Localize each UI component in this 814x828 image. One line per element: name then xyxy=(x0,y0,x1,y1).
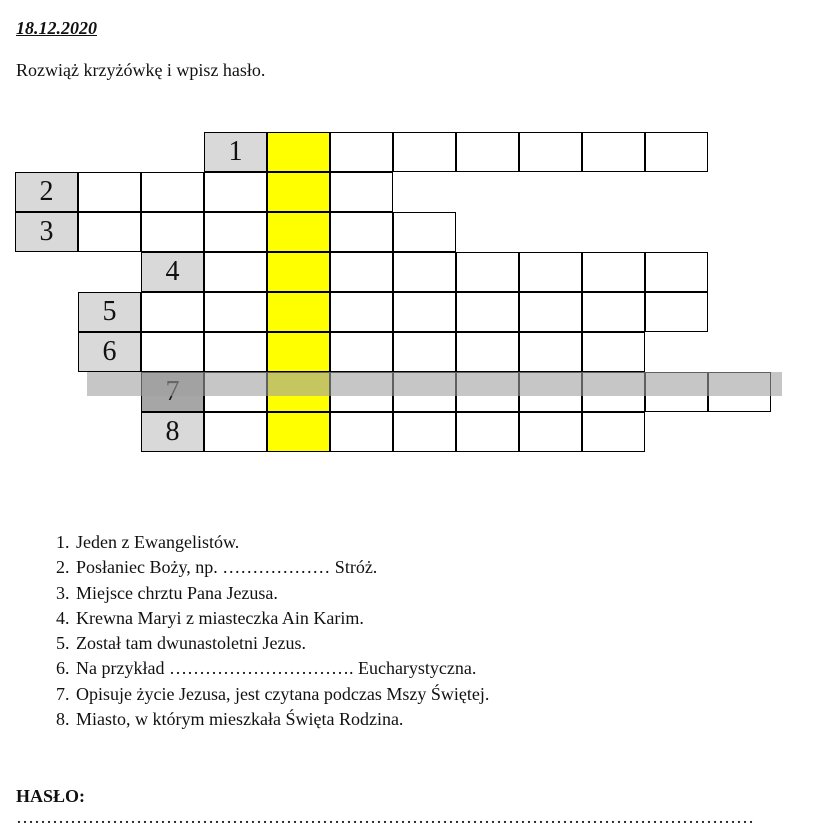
letter-cell-row-1[interactable] xyxy=(393,132,456,172)
letter-cell-row-2[interactable] xyxy=(204,172,267,212)
letter-cell-row-5[interactable] xyxy=(204,292,267,332)
letter-cell-row-6[interactable] xyxy=(393,332,456,372)
letter-cell-row-3[interactable] xyxy=(78,212,141,252)
letter-cell-row-2[interactable] xyxy=(141,172,204,212)
letter-cell-row-4[interactable] xyxy=(204,252,267,292)
letter-cell-row-8[interactable] xyxy=(393,412,456,452)
letter-cell-row-8[interactable] xyxy=(330,412,393,452)
clue-number-cell-8: 8 xyxy=(141,412,204,452)
letter-cell-row-2[interactable] xyxy=(330,172,393,212)
letter-cell-row-6[interactable] xyxy=(204,332,267,372)
letter-cell-row-6[interactable] xyxy=(519,332,582,372)
answer-label: HASŁO: xyxy=(16,786,86,806)
key-cell-row-3[interactable] xyxy=(267,212,330,252)
key-cell-row-6[interactable] xyxy=(267,332,330,372)
clue-number-cell-2: 2 xyxy=(15,172,78,212)
letter-cell-row-1[interactable] xyxy=(645,132,708,172)
letter-cell-row-4[interactable] xyxy=(645,252,708,292)
key-cell-row-4[interactable] xyxy=(267,252,330,292)
clue-number-cell-4: 4 xyxy=(141,252,204,292)
letter-cell-row-5[interactable] xyxy=(519,292,582,332)
letter-cell-row-1[interactable] xyxy=(582,132,645,172)
letter-cell-row-6[interactable] xyxy=(330,332,393,372)
key-cell-row-2[interactable] xyxy=(267,172,330,212)
clue-1: 1. Jeden z Ewangelistów. xyxy=(74,530,489,555)
answer-blank[interactable]: …………………………………………………………………………………………………………… xyxy=(16,807,754,827)
key-cell-row-1[interactable] xyxy=(267,132,330,172)
instruction: Rozwiąż krzyżówkę i wpisz hasło. xyxy=(16,60,266,80)
letter-cell-row-4[interactable] xyxy=(456,252,519,292)
clue-3: 3. Miejsce chrztu Pana Jezusa. xyxy=(74,581,489,606)
letter-cell-row-5[interactable] xyxy=(582,292,645,332)
answer-line xyxy=(16,786,814,828)
clue-number-cell-5: 5 xyxy=(78,292,141,332)
letter-cell-row-6[interactable] xyxy=(141,332,204,372)
clue-5: 5. Został tam dwunastoletni Jezus. xyxy=(74,631,489,656)
letter-cell-row-6[interactable] xyxy=(582,332,645,372)
key-cell-row-5[interactable] xyxy=(267,292,330,332)
letter-cell-row-4[interactable] xyxy=(519,252,582,292)
clue-number-cell-6: 6 xyxy=(78,332,141,372)
letter-cell-row-5[interactable] xyxy=(456,292,519,332)
letter-cell-row-5[interactable] xyxy=(330,292,393,332)
letter-cell-row-3[interactable] xyxy=(393,212,456,252)
letter-cell-row-5[interactable] xyxy=(645,292,708,332)
letter-cell-row-5[interactable] xyxy=(141,292,204,332)
letter-cell-row-1[interactable] xyxy=(330,132,393,172)
clue-2: 2. Posłaniec Boży, np. ……………… Stróż. xyxy=(74,555,489,580)
letter-cell-row-3[interactable] xyxy=(330,212,393,252)
clue-list xyxy=(40,530,489,732)
letter-cell-row-4[interactable] xyxy=(330,252,393,292)
letter-cell-row-4[interactable] xyxy=(393,252,456,292)
letter-cell-row-4[interactable] xyxy=(582,252,645,292)
letter-cell-row-1[interactable] xyxy=(519,132,582,172)
clue-number-cell-1: 1 xyxy=(204,132,267,172)
date: 18.12.2020 xyxy=(16,18,97,38)
letter-cell-row-8[interactable] xyxy=(204,412,267,452)
letter-cell-row-5[interactable] xyxy=(393,292,456,332)
clue-6: 6. Na przykład …………………………. Eucharystyczna. xyxy=(74,656,489,681)
letter-cell-row-8[interactable] xyxy=(582,412,645,452)
clue-7: 7. Opisuje życie Jezusa, jest czytana podczas Mszy Świętej. xyxy=(74,682,489,707)
letter-cell-row-2[interactable] xyxy=(78,172,141,212)
letter-cell-row-3[interactable] xyxy=(204,212,267,252)
clue-number-cell-3: 3 xyxy=(15,212,78,252)
row-7-highlight xyxy=(87,372,782,396)
clue-8: 8. Miasto, w którym mieszkała Święta Rodzina. xyxy=(74,707,489,732)
letter-cell-row-6[interactable] xyxy=(456,332,519,372)
letter-cell-row-8[interactable] xyxy=(519,412,582,452)
letter-cell-row-8[interactable] xyxy=(456,412,519,452)
key-cell-row-8[interactable] xyxy=(267,412,330,452)
letter-cell-row-3[interactable] xyxy=(141,212,204,252)
clue-4: 4. Krewna Maryi z miasteczka Ain Karim. xyxy=(74,606,489,631)
letter-cell-row-1[interactable] xyxy=(456,132,519,172)
